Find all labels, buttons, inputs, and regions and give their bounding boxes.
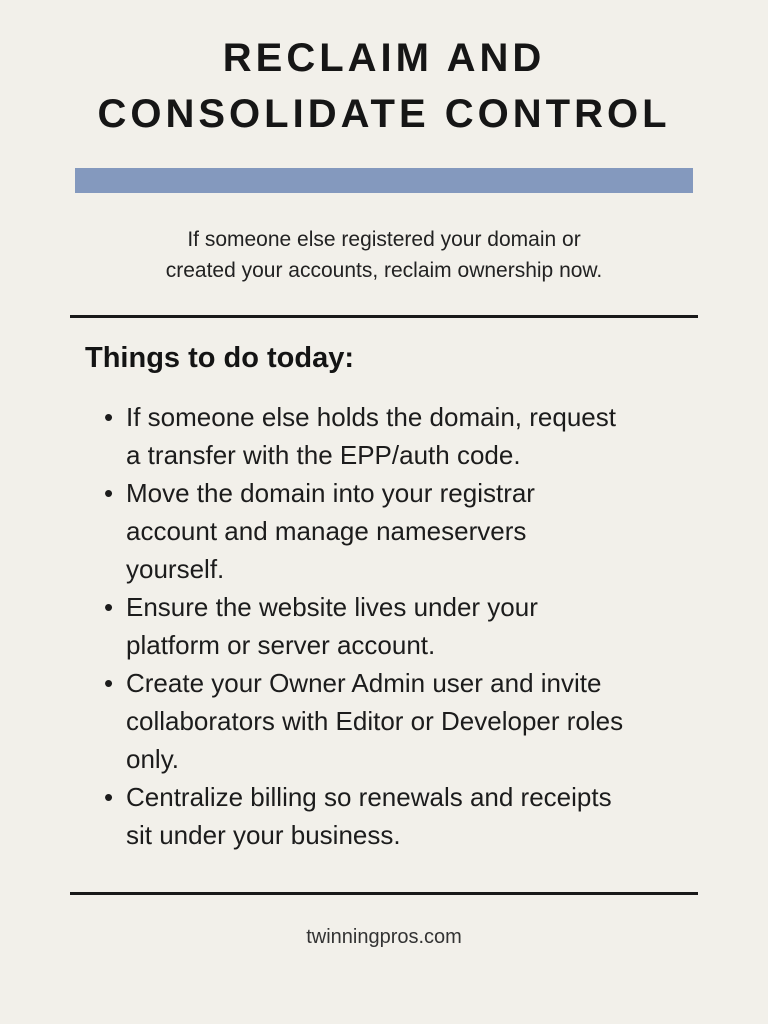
bullet-icon: • [104, 402, 114, 432]
bullet-icon: • [104, 592, 114, 622]
list-item [104, 588, 768, 664]
top-divider [70, 315, 698, 318]
title-line-2: CONSOLIDATE CONTROL [97, 92, 671, 136]
footer-website: twinningpros.com [306, 926, 462, 948]
bottom-divider [70, 892, 698, 895]
accent-bar [75, 168, 693, 193]
checklist [0, 398, 768, 854]
list-item [104, 778, 768, 854]
list-item-text: Create your Owner Admin user and invite collaborators with Editor or Developer roles only. [126, 668, 624, 774]
list-item-text: Ensure the website lives under your platform or server account. [126, 592, 538, 660]
list-item-text: If someone else holds the domain, request a transfer with the EPP/auth code. [126, 402, 616, 470]
subtitle-line-2: created your accounts, reclaim ownership now. [165, 259, 603, 282]
bullet-icon: • [104, 668, 114, 698]
list-item [104, 474, 768, 588]
list-item [104, 398, 768, 474]
subtitle [0, 224, 768, 286]
checklist-heading: Things to do today: [85, 342, 355, 374]
title-line-1: RECLAIM AND [222, 36, 546, 80]
subtitle-line-1: If someone else registered your domain or [187, 228, 581, 251]
list-item-text: Centralize billing so renewals and receipts sit under your business. [126, 782, 612, 850]
bullet-icon: • [104, 478, 114, 508]
page-title [0, 0, 768, 142]
bullet-icon: • [104, 782, 114, 812]
list-item [104, 664, 768, 778]
list-item-text: Move the domain into your registrar account and manage nameservers yourself. [126, 478, 535, 584]
